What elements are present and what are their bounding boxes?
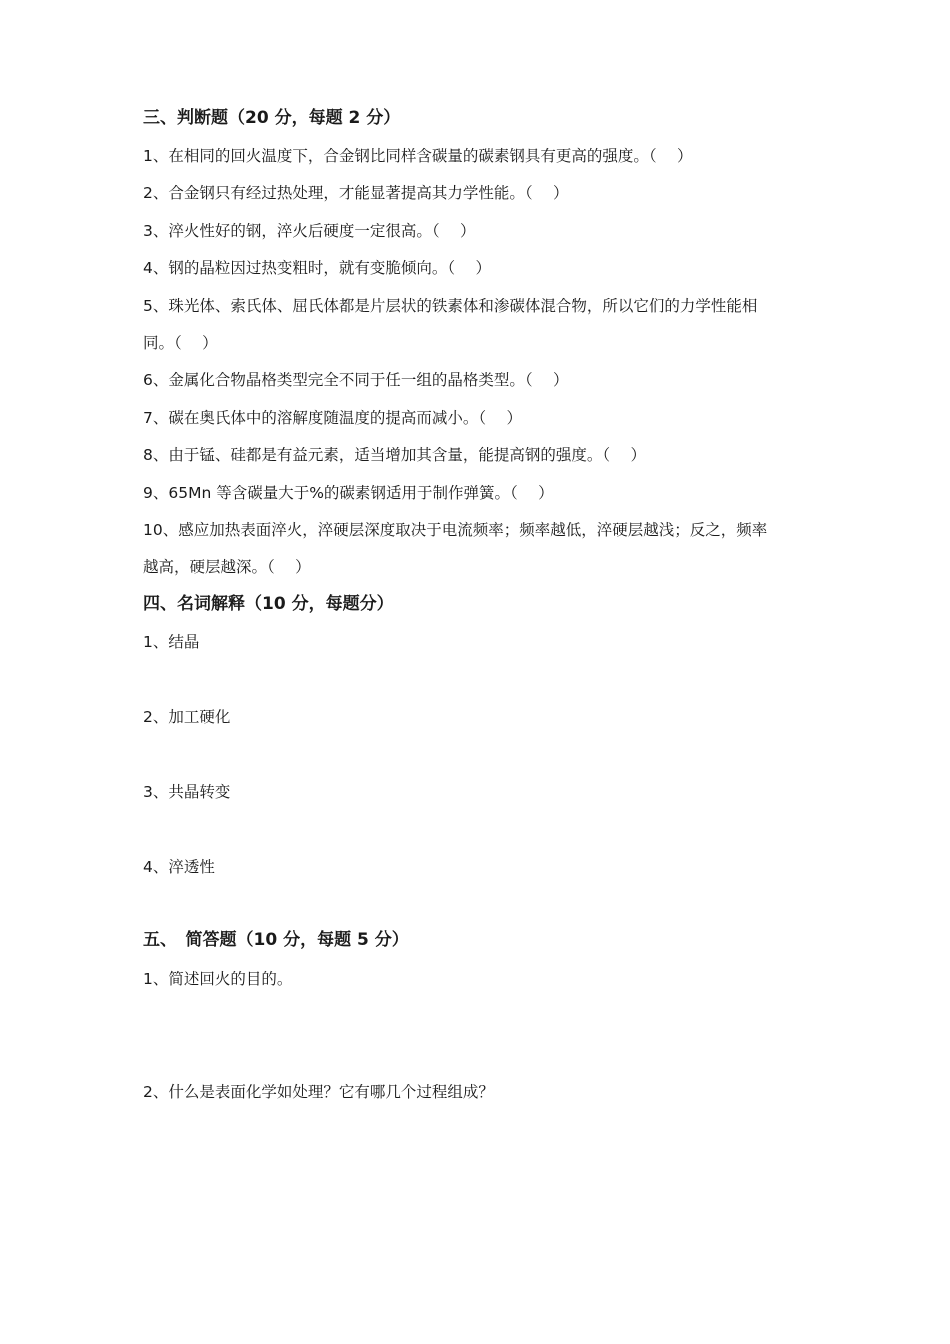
term-question-3: 3、共晶转变: [143, 783, 231, 801]
short-answer-question-1: 1、简述回火的目的。: [143, 970, 293, 988]
section-3-heading: 三、判断题（20 分，每题 2 分）: [143, 108, 401, 128]
judgement-question-8: 8、由于锰、硅都是有益元素，适当增加其含量，能提高钢的强度。（ ）: [143, 446, 647, 464]
short-answer-question-2: 2、什么是表面化学如处理？它有哪几个过程组成？: [143, 1083, 494, 1101]
term-question-1: 1、结晶: [143, 633, 200, 651]
term-question-4: 4、淬透性: [143, 858, 215, 876]
section-5-heading: 五、 简答题（10 分，每题 5 分）: [143, 930, 409, 950]
judgement-question-4: 4、钢的晶粒因过热变粗时，就有变脆倾向。（ ）: [143, 259, 492, 277]
judgement-question-7: 7、碳在奥氏体中的溶解度随温度的提高而减小。（ ）: [143, 409, 523, 427]
judgement-question-2: 2、合金钢只有经过热处理，才能显著提高其力学性能。（ ）: [143, 184, 569, 202]
judgement-question-5-line-1: 5、珠光体、索氏体、屈氏体都是片层状的铁素体和渗碳体混合物，所以它们的力学性能相: [143, 297, 758, 315]
term-question-2: 2、加工硬化: [143, 708, 231, 726]
judgement-question-10-line-1: 10、感应加热表面淬火，淬硬层深度取决于电流频率；频率越低，淬硬层越浅；反之，频率: [143, 521, 768, 539]
judgement-question-10-line-2: 越高，硬层越深。（ ）: [143, 558, 311, 576]
judgement-question-6: 6、金属化合物晶格类型完全不同于任一组的晶格类型。（ ）: [143, 371, 569, 389]
judgement-question-1: 1、在相同的回火温度下，合金钢比同样含碳量的碳素钢具有更高的强度。（ ）: [143, 147, 693, 165]
section-4-heading: 四、名词解释（10 分，每题分）: [143, 594, 394, 614]
judgement-question-9: 9、65Mn 等含碳量大于%的碳素钢适用于制作弹簧。（ ）: [143, 484, 554, 502]
judgement-question-3: 3、淬火性好的钢，淬火后硬度一定很高。（ ）: [143, 222, 476, 240]
judgement-question-5-line-2: 同。（ ）: [143, 334, 218, 352]
